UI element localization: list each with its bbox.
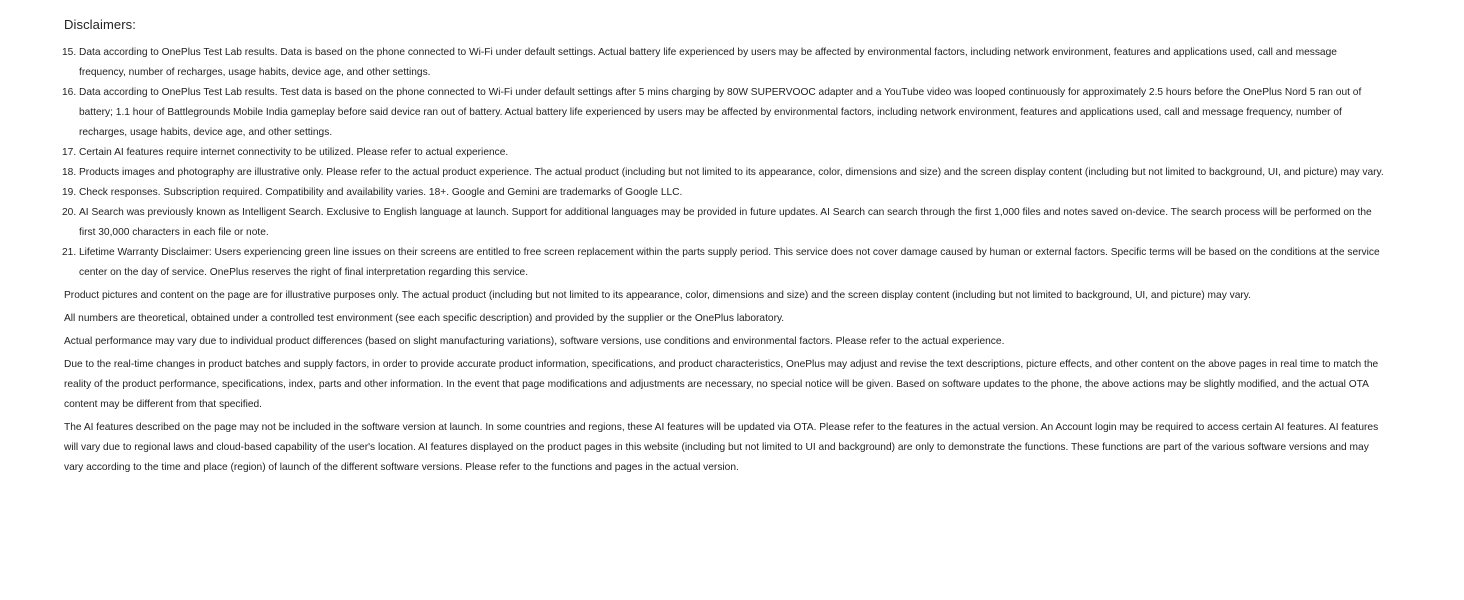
- disclaimer-note-18: [64, 163, 1384, 183]
- disclaimer-notes-list: [64, 43, 1384, 283]
- note-number: 18.: [62, 167, 77, 178]
- note-number: 15.: [62, 47, 77, 58]
- note-text: Lifetime Warranty Disclaimer: Users experiencing green line issues on their screens are entitled to free screen replacement within the parts supply period. This service does not cover damage caused by human or external factors. Specific terms will be based on the conditions at the service center on the day of service. OnePlus reserves the right of final interpretation regarding this service.: [79, 247, 1380, 278]
- disclaimer-paragraph-theoretical-numbers: All numbers are theoretical, obtained under a controlled test environment (see each specific description) and provided by the supplier or the OnePlus laboratory.: [64, 313, 785, 324]
- disclaimer-paragraph-illustrative: Product pictures and content on the page are for illustrative purposes only. The actual product (including but not limited to its appearance, color, dimensions and size) and the screen display content (including but not limited to background, UI, and picture) may vary.: [64, 290, 1251, 301]
- note-number: 19.: [62, 187, 77, 198]
- note-text: Certain AI features require internet connectivity to be utilized. Please refer to actual experience.: [79, 147, 509, 158]
- note-text: AI Search was previously known as Intelligent Search. Exclusive to English language at launch. Support for additional languages may be provided in future updates. AI Search can search through the first 1,000 files and notes saved on-device. The search process will be performed on the first 30,000 characters in each file or note.: [79, 207, 1372, 238]
- note-text: Products images and photography are illustrative only. Please refer to the actual product experience. The actual product (including but not limited to its appearance, color, dimensions and size) and the screen display content (including but not limited to background, UI, and picture) may vary.: [79, 167, 1384, 178]
- note-number: 17.: [62, 147, 77, 158]
- note-text: Check responses. Subscription required. Compatibility and availability varies. 18+. Google and Gemini are trademarks of Google LLC.: [79, 187, 683, 198]
- note-number: 21.: [62, 247, 77, 258]
- disclaimer-note-16: [64, 83, 1384, 143]
- disclaimer-paragraph-ai-features: The AI features described on the page may not be included in the software version at launch. In some countries and regions, these AI features will be updated via OTA. Please refer to the features in the actual version. An Account login may be required to access certain AI features. AI features will vary due to regional laws and cloud-based capability of the user's location. AI features displayed on the product pages in this website (including but not limited to UI and background) are only to demonstrate the functions. These functions are part of the various software versions and may vary according to the time and place (region) of launch of the different software versions. Please refer to the functions and pages in the actual version.: [64, 422, 1379, 473]
- disclaimers-title: Disclaimers:: [64, 17, 136, 32]
- disclaimer-note-20: [64, 203, 1384, 243]
- disclaimer-paragraph-real-time-changes: Due to the real-time changes in product batches and supply factors, in order to provide accurate product information, specifications, and product characteristics, OnePlus may adjust and revise the text descriptions, picture effects, and other content on the above pages in real time to match the reality of the product performance, specifications, index, parts and other information. In the event that page modifications and adjustments are necessary, no special notice will be given. Based on software updates to the phone, the above actions may be slightly modified, and the actual OTA content may be different from that specified.: [64, 359, 1379, 410]
- disclaimer-note-17: [64, 143, 1384, 163]
- note-text: Data according to OnePlus Test Lab results. Test data is based on the phone connected to Wi-Fi under default settings after 5 mins charging by 80W SUPERVOOC adapter and a YouTube video was looped continuously for approximately 2.5 hours before the OnePlus Nord 5 ran out of battery; 1.1 hour of Battlegrounds Mobile India gameplay before said device ran out of battery. Actual battery life experienced by users may be affected by environmental factors, including network environment, features and applications used, call and message frequency, number of recharges, usage habits, device age, and other settings.: [79, 87, 1362, 138]
- disclaimer-note-21: [64, 243, 1384, 283]
- disclaimer-note-19: [64, 183, 1384, 203]
- disclaimer-paragraph-performance: Actual performance may vary due to individual product differences (based on slight manufacturing variations), software versions, use conditions and environmental factors. Please refer to the actual experience.: [64, 336, 1005, 347]
- note-text: Data according to OnePlus Test Lab results. Data is based on the phone connected to Wi-Fi under default settings. Actual battery life experienced by users may be affected by environmental factors, including network environment, features and applications used, call and message frequency, number of recharges, usage habits, device age, and other settings.: [79, 47, 1337, 78]
- disclaimer-note-15: [64, 43, 1384, 83]
- note-number: 16.: [62, 87, 77, 98]
- note-number: 20.: [62, 207, 77, 218]
